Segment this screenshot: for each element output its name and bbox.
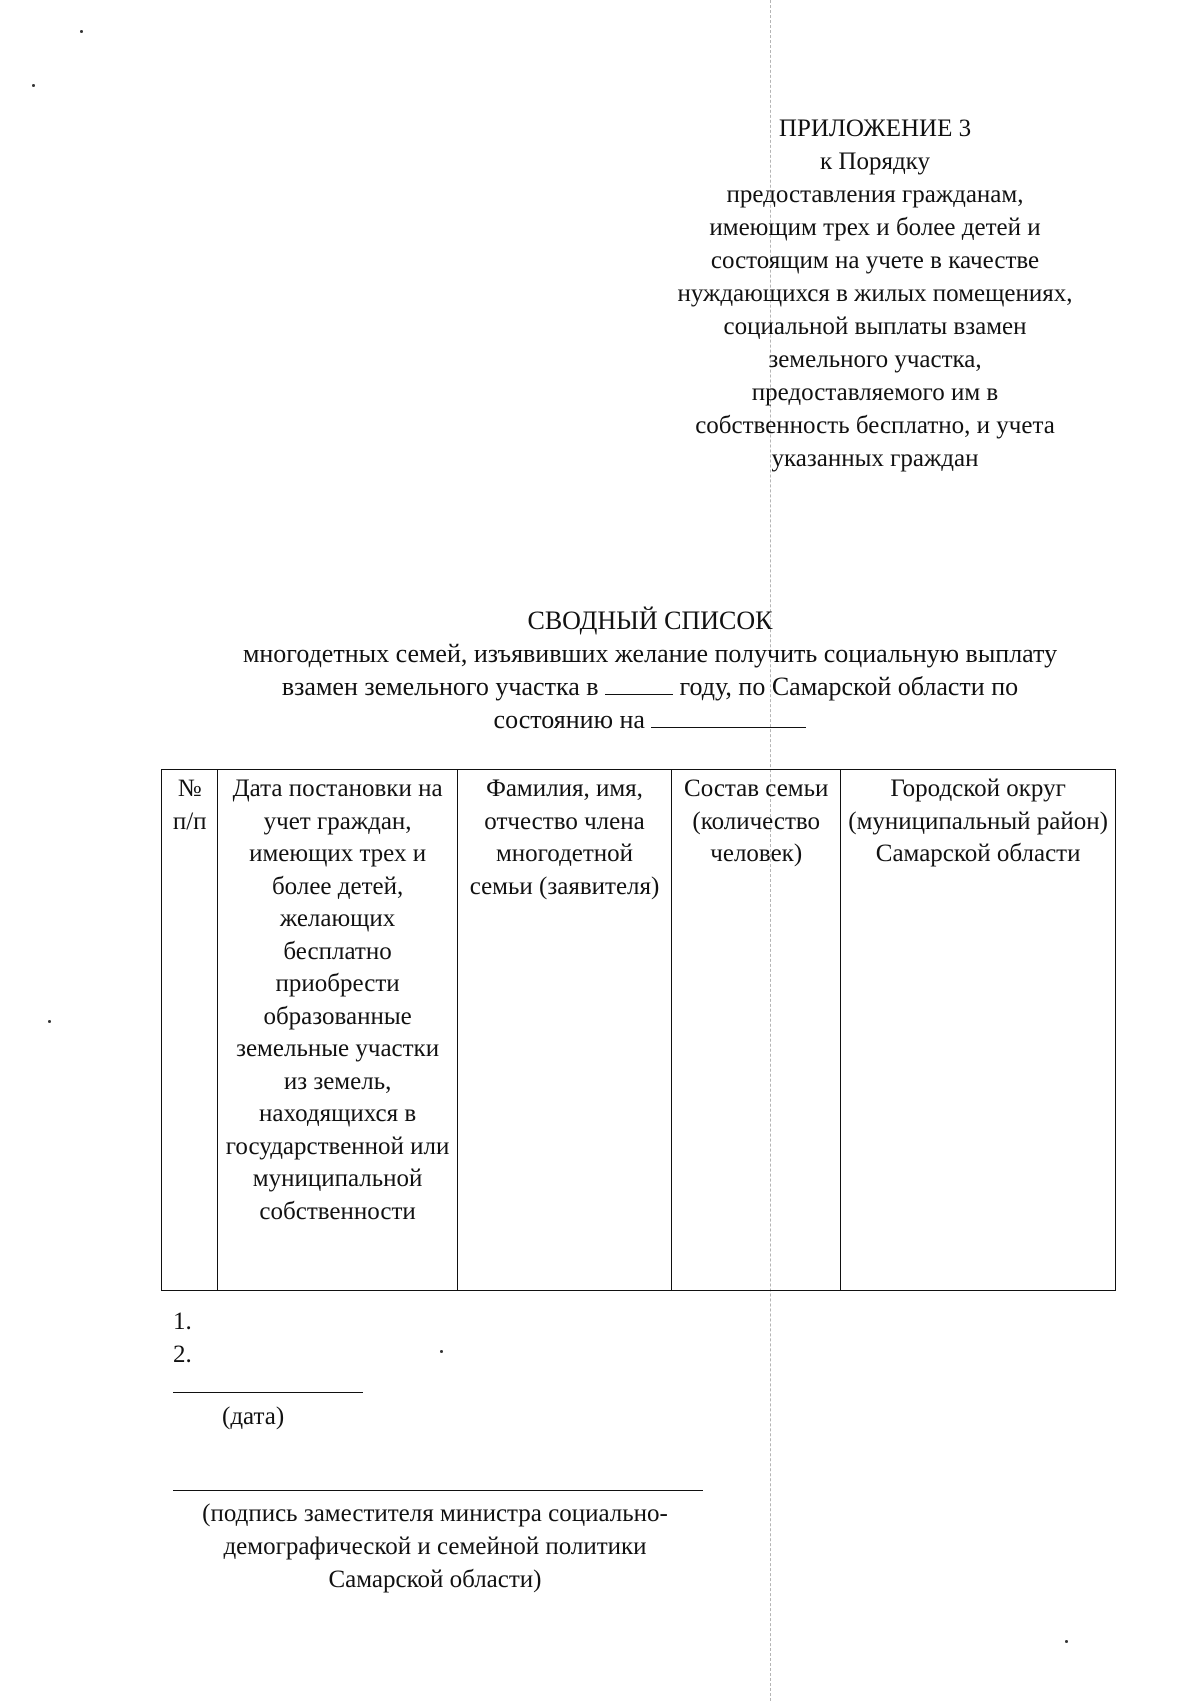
- table-header-row: [162, 770, 1116, 1291]
- signature-caption-line: демографической и семейной политики: [223, 1533, 647, 1560]
- scan-speck: [48, 1020, 51, 1023]
- appendix-line: земельного участка,: [768, 346, 982, 373]
- header-cell-registration-date: Дата постановки на учет граждан, имеющих трех и более детей, желающих бесплатно приобрести образованные земельные участки из земель, находящихся в государственной или муниципальной собственности: [218, 770, 458, 1291]
- header-cell-district: Городской округ (муниципальный район) Самарской области: [841, 770, 1116, 1291]
- list-item: 2.: [173, 1341, 192, 1368]
- year-blank-field[interactable]: [605, 672, 673, 695]
- appendix-line: указанных граждан: [771, 445, 979, 472]
- signature-caption-line: (подпись заместителя министра социально-: [202, 1500, 668, 1527]
- row-numbers-list: [173, 1305, 192, 1371]
- list-item: 1.: [173, 1308, 192, 1335]
- deputy-minister-signature-line[interactable]: [173, 1490, 703, 1491]
- scan-speck: [80, 30, 83, 33]
- appendix-line: собственность бесплатно, и учета: [695, 412, 1055, 439]
- summary-table: [161, 769, 1116, 1291]
- title-subline-3: [185, 703, 1115, 736]
- scan-speck: [1065, 1640, 1068, 1643]
- title-subline-2-end: году, по Самарской области по: [679, 672, 1019, 701]
- appendix-line: нуждающихся в жилых помещениях,: [677, 280, 1073, 307]
- title-subline-2: [185, 670, 1115, 703]
- signature-caption-line: Самарской области): [328, 1566, 542, 1593]
- date-label: (дата): [222, 1403, 285, 1430]
- appendix-line: предоставления гражданам,: [726, 181, 1024, 208]
- title-subline-2-start: взамен земельного участка в: [281, 672, 599, 701]
- header-cell-family-size: Состав семьи (количество человек): [672, 770, 841, 1291]
- date-signature-line[interactable]: [173, 1392, 363, 1393]
- document-title-block: [185, 604, 1115, 736]
- as-of-date-blank-field[interactable]: [651, 705, 806, 728]
- appendix-line: предоставляемого им в: [751, 379, 999, 406]
- title-subline-3-text: состоянию на: [493, 705, 645, 734]
- appendix-line: к Порядку: [820, 148, 930, 175]
- scan-speck: [32, 84, 35, 87]
- appendix-line: социальной выплаты взамен: [723, 313, 1027, 340]
- title-subline-1: многодетных семей, изъявивших желание получить социальную выплату: [242, 639, 1058, 668]
- appendix-line: состоящим на учете в качестве: [710, 247, 1040, 274]
- header-cell-full-name: Фамилия, имя, отчество члена многодетной семьи (заявителя): [457, 770, 671, 1291]
- appendix-line: ПРИЛОЖЕНИЕ 3: [778, 115, 972, 142]
- document-title: СВОДНЫЙ СПИСОК: [527, 606, 773, 635]
- signature-caption: [165, 1497, 705, 1596]
- scan-speck: [440, 1350, 443, 1353]
- appendix-header: [640, 112, 1110, 475]
- header-cell-number: № п/п: [162, 770, 218, 1291]
- appendix-line: имеющим трех и более детей и: [709, 214, 1041, 241]
